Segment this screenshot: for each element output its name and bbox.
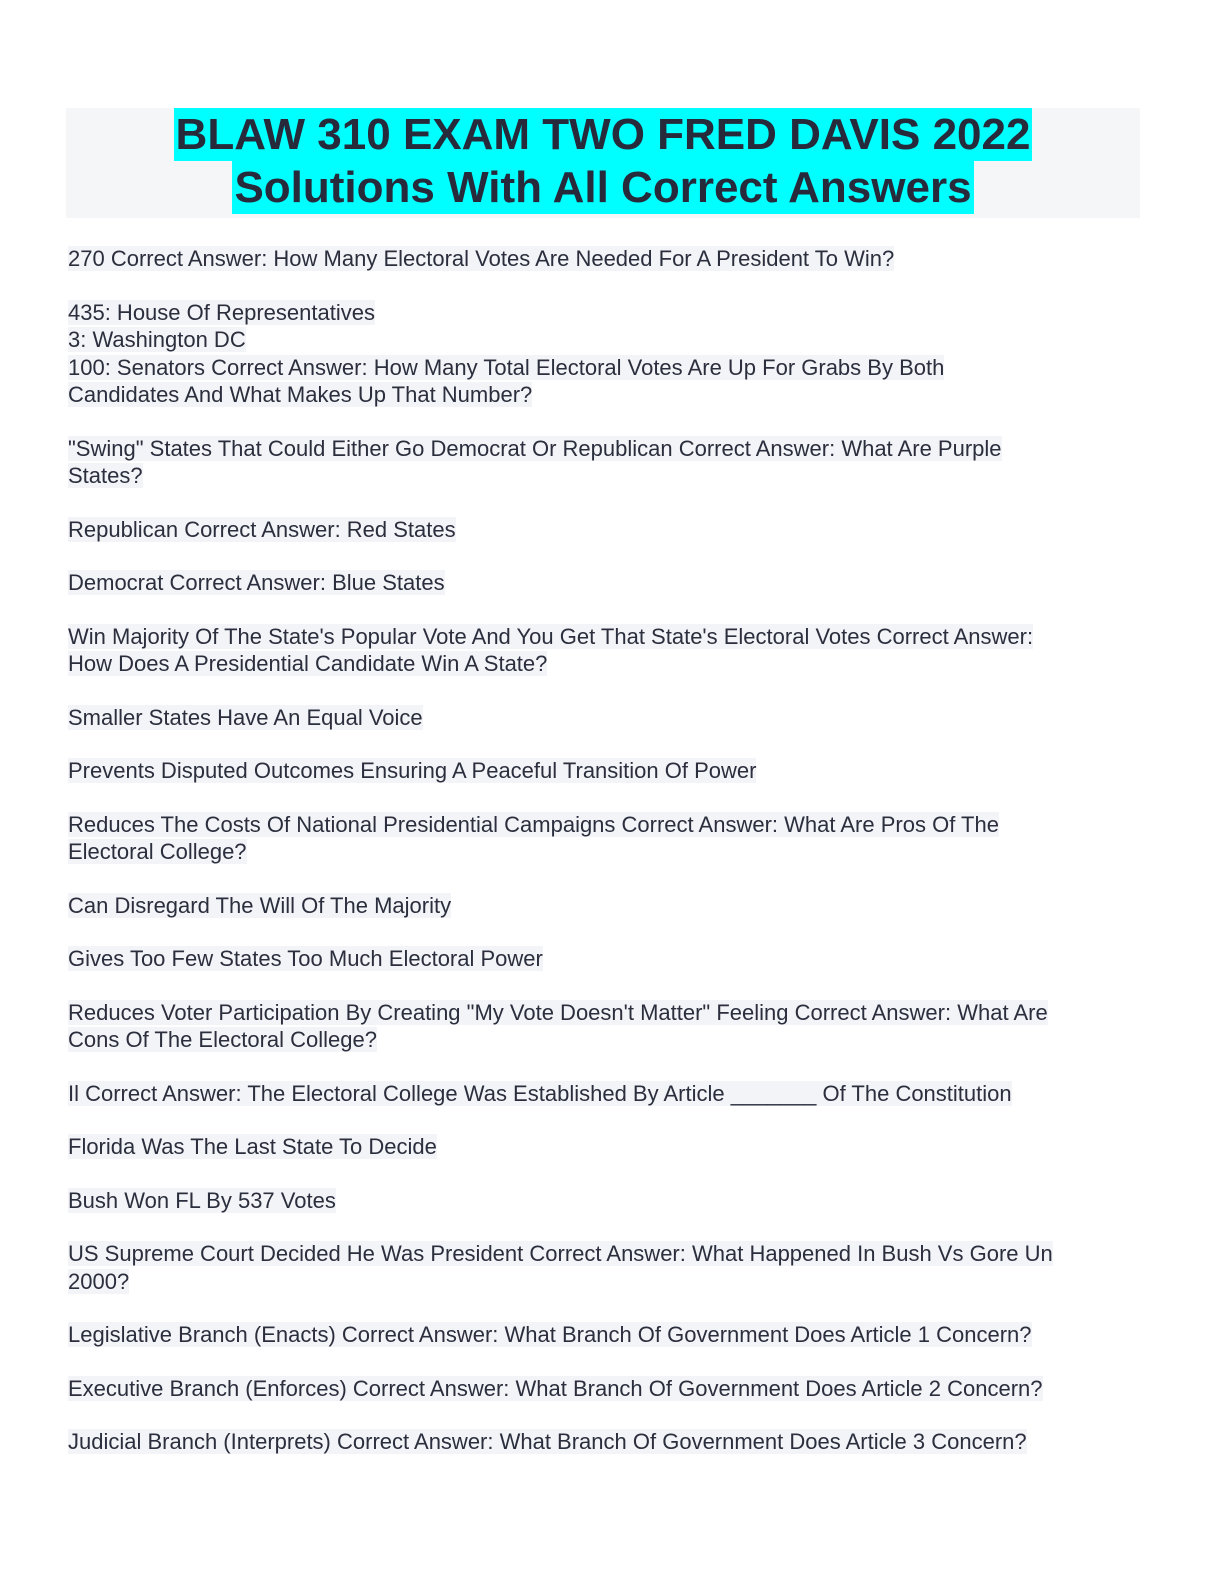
qa-line: Electoral College? (68, 839, 247, 864)
qa-line-wrapper (68, 326, 1148, 354)
qa-line: "Swing" States That Could Either Go Democrat Or Republican Correct Answer: What Are Purple (68, 435, 1002, 461)
qa-line-wrapper (68, 1026, 1148, 1054)
document-title (66, 108, 1140, 218)
qa-line: 100: Senators Correct Answer: How Many Total Electoral Votes Are Up For Grabs By Both (68, 354, 945, 380)
qa-line-wrapper (68, 462, 1148, 490)
qa-line: How Does A Presidential Candidate Win A State? (68, 651, 548, 676)
qa-paragraph (68, 811, 1148, 866)
qa-line-wrapper (68, 811, 1148, 839)
qa-line: Democrat Correct Answer: Blue States (68, 570, 445, 595)
qa-line: Smaller States Have An Equal Voice (68, 704, 423, 730)
qa-line-wrapper (68, 1428, 1148, 1456)
qa-line-wrapper (68, 1187, 1148, 1215)
qa-line: Candidates And What Makes Up That Number? (68, 382, 533, 407)
qa-line: Prevents Disputed Outcomes Ensuring A Peaceful Transition Of Power (68, 758, 757, 783)
qa-paragraph (68, 516, 1148, 544)
title-line-1: BLAW 310 EXAM TWO FRED DAVIS 2022 (175, 110, 1031, 159)
qa-line: Bush Won FL By 537 Votes (68, 1187, 336, 1213)
qa-line-wrapper (68, 435, 1148, 463)
qa-paragraph (68, 1428, 1148, 1456)
qa-line-wrapper (68, 381, 1148, 409)
qa-line: Judicial Branch (Interprets) Correct Answer: What Branch Of Government Does Article 3 Concern? (68, 1429, 1027, 1454)
qa-paragraph (68, 1375, 1148, 1403)
qa-line: Can Disregard The Will Of The Majority (68, 892, 452, 918)
qa-line: Win Majority Of The State's Popular Vote And You Get That State's Electoral Votes Correct Answer: (68, 623, 1034, 649)
qa-line-wrapper (68, 1321, 1148, 1349)
qa-line-wrapper (68, 516, 1148, 544)
qa-paragraph (68, 1321, 1148, 1349)
qa-line-wrapper (68, 1080, 1148, 1108)
qa-paragraph (68, 1133, 1148, 1161)
qa-line-wrapper (68, 569, 1148, 597)
qa-paragraph (68, 704, 1148, 732)
qa-line: Legislative Branch (Enacts) Correct Answer: What Branch Of Government Does Article 1 Concern? (68, 1322, 1032, 1347)
qa-line-wrapper (68, 757, 1148, 785)
qa-list (68, 245, 1148, 1482)
qa-paragraph (68, 757, 1148, 785)
qa-paragraph (68, 892, 1148, 920)
qa-paragraph (68, 1240, 1148, 1295)
qa-line: Florida Was The Last State To Decide (68, 1134, 437, 1159)
qa-paragraph (68, 569, 1148, 597)
qa-line: Republican Correct Answer: Red States (68, 516, 456, 542)
qa-line: 435: House Of Representatives (68, 299, 375, 325)
qa-line-wrapper (68, 1268, 1148, 1296)
qa-line-wrapper (68, 245, 1148, 273)
qa-line-wrapper (68, 650, 1148, 678)
qa-line-wrapper (68, 623, 1148, 651)
qa-paragraph (68, 623, 1148, 678)
qa-line-wrapper (68, 1133, 1148, 1161)
qa-paragraph (68, 245, 1148, 273)
qa-line: Cons Of The Electoral College? (68, 1027, 377, 1052)
qa-paragraph (68, 1080, 1148, 1108)
qa-line-wrapper (68, 1375, 1148, 1403)
qa-line-wrapper (68, 838, 1148, 866)
qa-paragraph (68, 299, 1148, 409)
qa-line: 2000? (68, 1268, 130, 1294)
qa-paragraph (68, 1187, 1148, 1215)
qa-line: US Supreme Court Decided He Was President Correct Answer: What Happened In Bush Vs Gore Un (68, 1241, 1053, 1266)
qa-paragraph (68, 945, 1148, 973)
qa-line: 3: Washington DC (68, 327, 246, 352)
qa-line: Gives Too Few States Too Much Electoral Power (68, 946, 543, 971)
qa-line: 270 Correct Answer: How Many Electoral Votes Are Needed For A President To Win? (68, 246, 895, 271)
qa-line: Executive Branch (Enforces) Correct Answer: What Branch Of Government Does Article 2 Concern? (68, 1375, 1043, 1401)
qa-paragraph (68, 435, 1148, 490)
qa-line: Reduces The Costs Of National Presidential Campaigns Correct Answer: What Are Pros Of The (68, 811, 999, 837)
qa-line: Reduces Voter Participation By Creating "My Vote Doesn't Matter" Feeling Correct Answer: What Are (68, 999, 1048, 1025)
qa-paragraph (68, 999, 1148, 1054)
qa-line: States? (68, 463, 143, 488)
qa-line-wrapper (68, 299, 1148, 327)
qa-line-wrapper (68, 704, 1148, 732)
qa-line-wrapper (68, 1240, 1148, 1268)
qa-line-wrapper (68, 999, 1148, 1027)
qa-line-wrapper (68, 892, 1148, 920)
qa-line-wrapper (68, 945, 1148, 973)
qa-line: Il Correct Answer: The Electoral College Was Established By Article _______ Of The Constitution (68, 1080, 1012, 1106)
title-line-2: Solutions With All Correct Answers (234, 163, 972, 212)
qa-line-wrapper (68, 354, 1148, 382)
